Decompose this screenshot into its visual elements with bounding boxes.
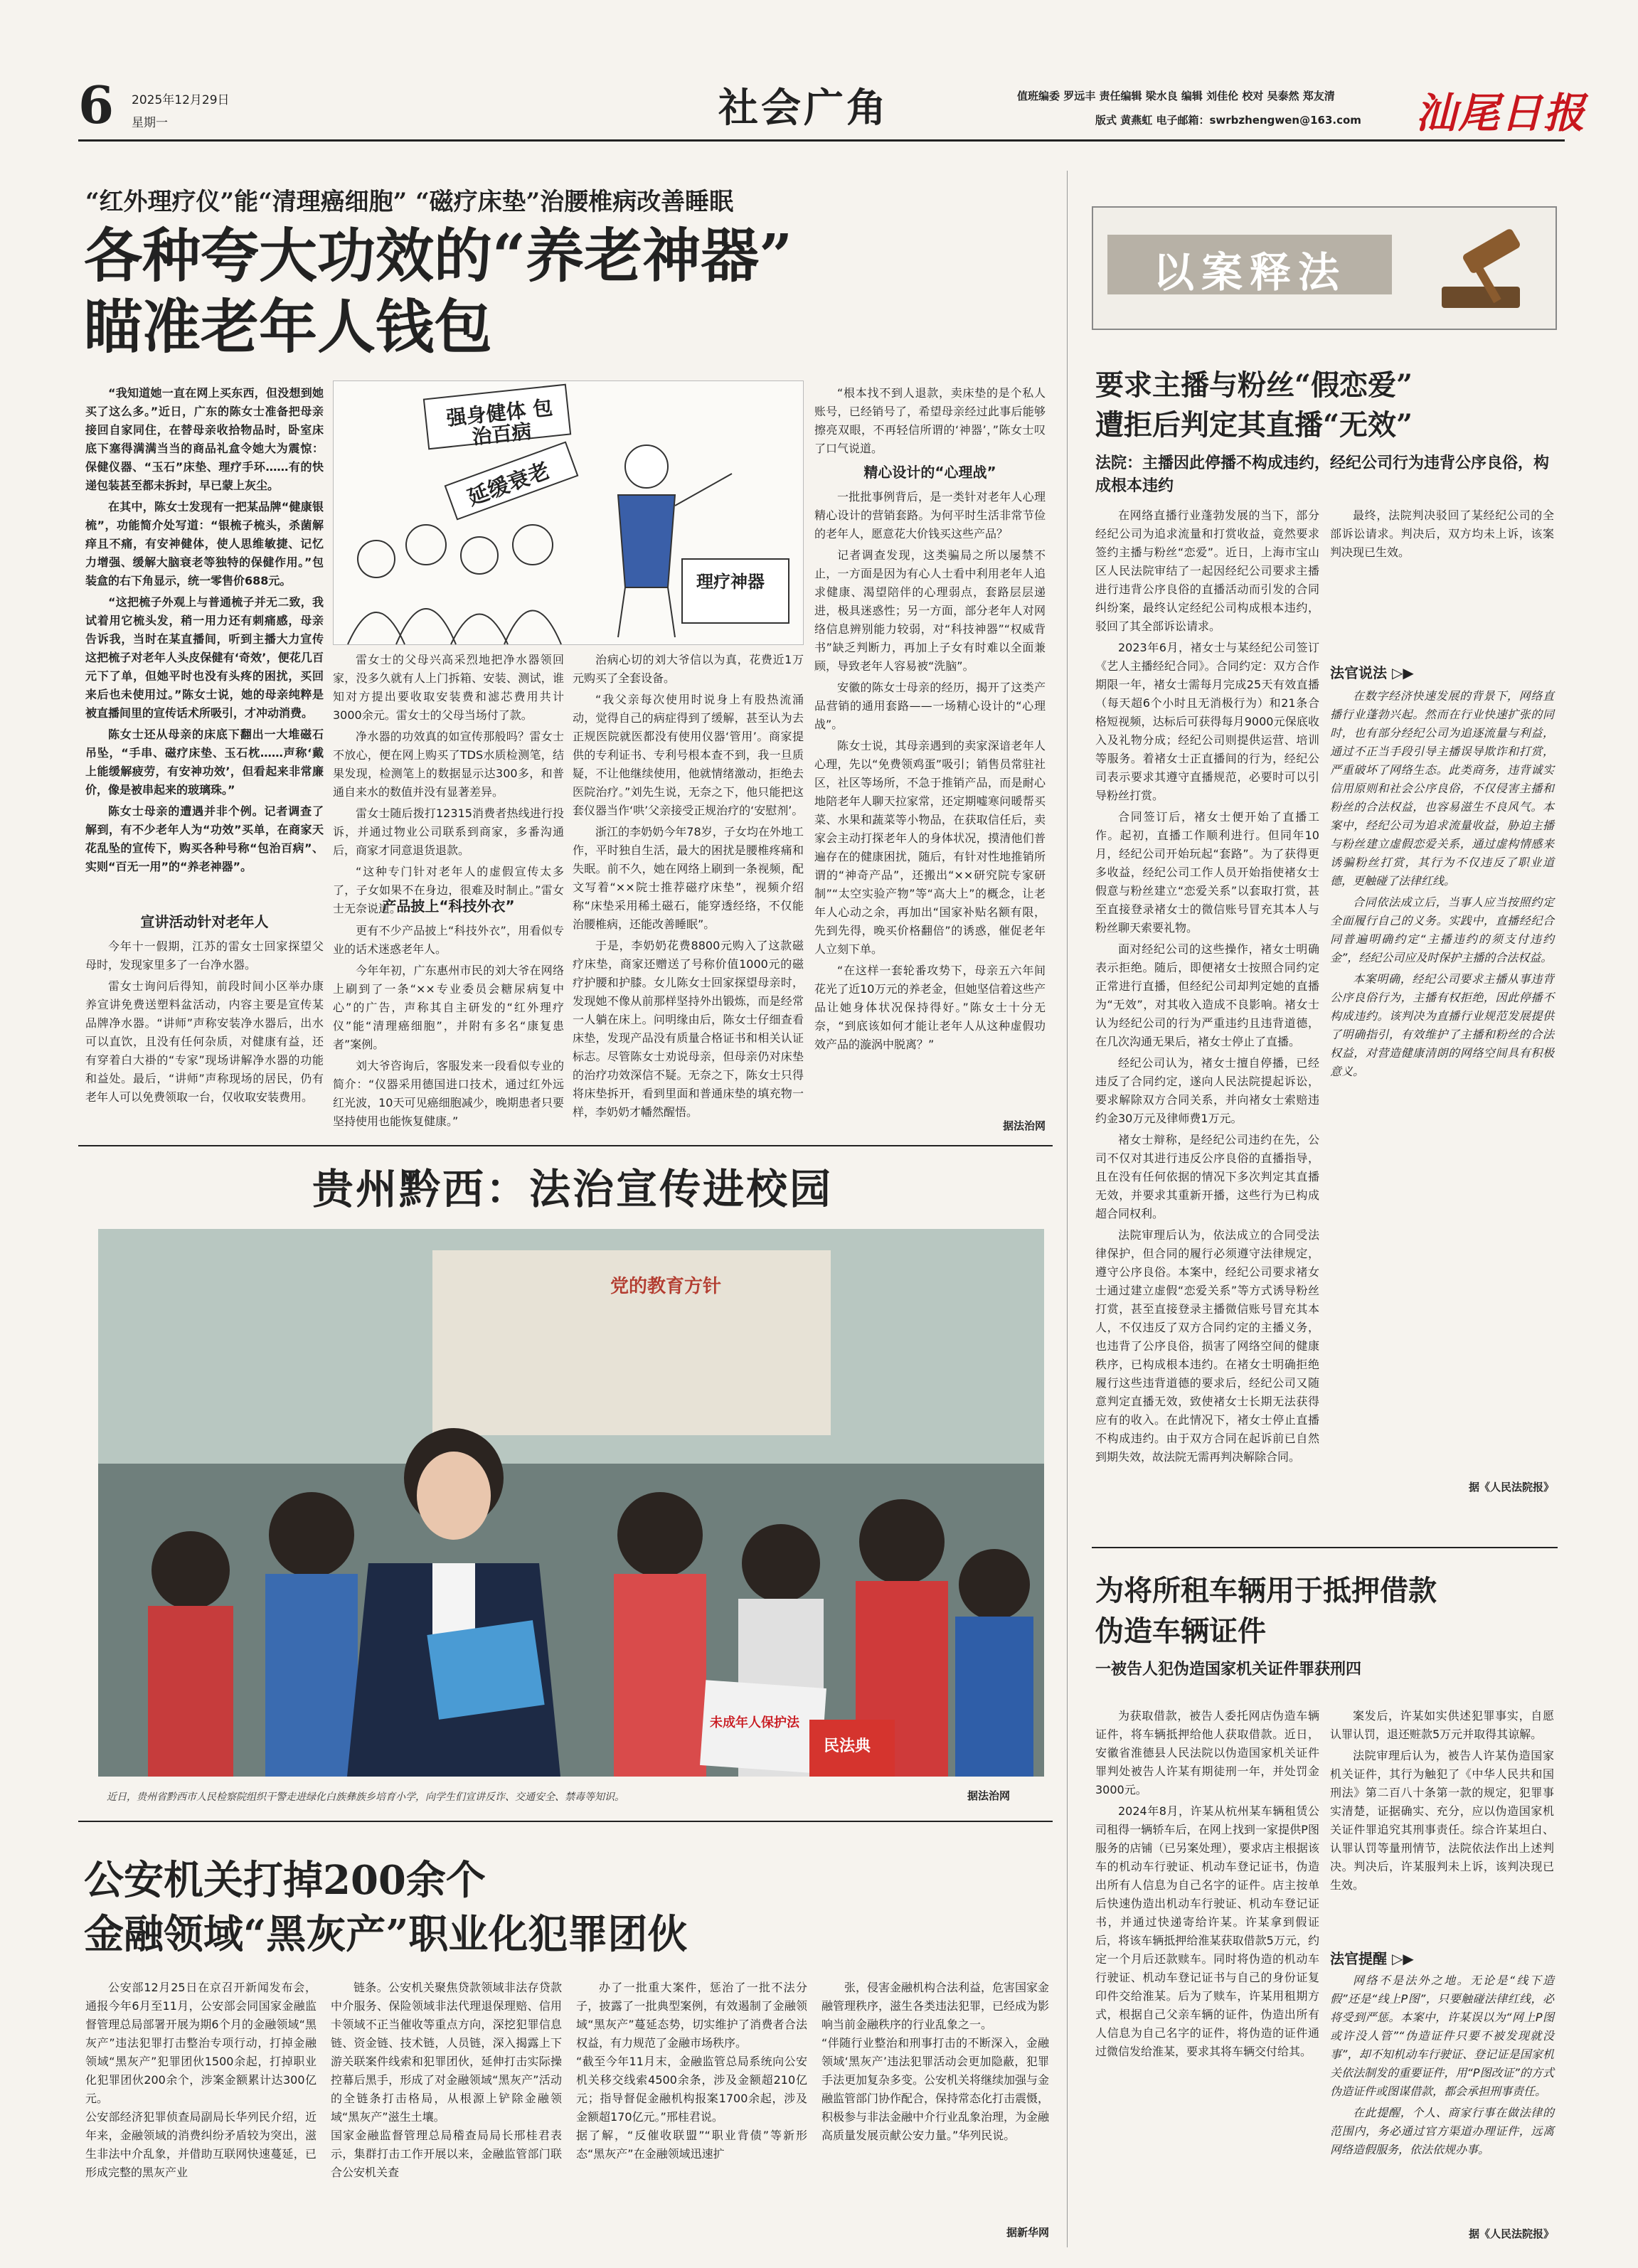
paragraph: 雷女士随后拨打12315消费者热线进行投诉，并通过物业公司联系到商家，多番沟通后，商家才同意退货退款。	[333, 806, 564, 857]
cartoon-illustration	[333, 380, 804, 645]
sidebar-banner-text: 以案释法	[1152, 248, 1346, 297]
case1-credit: 据《人民法院报》	[1468, 1481, 1554, 1494]
paragraph: 净水器的功效真的如宣传那般吗？雷女士不放心，便在网上购买了TDS水质检测笔，结果发现，检测笔上的数据显示达300多，和普通自来水的数值并没有显著差异。	[333, 730, 564, 799]
sub-heading-2: 产品披上“科技外衣”	[382, 898, 515, 915]
case2-comment-label	[1330, 1947, 1414, 1968]
case2-col2	[1330, 1707, 1554, 1942]
cartoon-device-label: 理疗神器	[696, 571, 765, 592]
case1-comment	[1330, 687, 1554, 1455]
main-article-col4b	[814, 488, 1046, 1114]
main-article-col3	[573, 651, 804, 1141]
sub-heading-1: 宣讲活动针对老年人	[140, 913, 269, 930]
paragraph: 在此提醒，个人、商家行事在做法律的范围内，务必通过官方渠道办理证件，远离网络造假服务，依法依规办事。	[1330, 2106, 1554, 2156]
comment-label-text: 法官说法	[1330, 664, 1387, 681]
paragraph: 安徽的陈女士母亲的经历，揭开了这类产品营销的通用套路——一场精心设计的“心理战”。	[814, 681, 1046, 731]
photo-credit: 据法治网	[967, 1789, 1011, 1802]
photo-book-cover: 民法典	[824, 1737, 871, 1755]
paragraph: 法院审理后认为，被告人许某伪造国家机关证件，其行为触犯了《中华人民共和国刑法》第二百八十条第一款的规定，犯罪事实清楚，证据确实、充分，应以伪造国家机关证件罪追究其刑事责任。综合许某坦白、认罪认罚等量刑情节，法院依法作出上述判决。判决后，许某服判未上诉，该判决现已生效。	[1330, 1749, 1554, 1892]
sidebar-banner-frame	[1092, 206, 1557, 330]
main-article-col1	[85, 384, 324, 893]
photo-caption: 近日，贵州省黔西市人民检察院组织干警走进绿化白族彝族乡培育小学，向学生们宣讲反诈、交通安全、禁毒等知识。	[107, 1791, 624, 1803]
paragraph: “我父亲每次使用时说身上有股热流涌动，觉得自己的病症得到了缓解，甚至认为去正规医院就医都没有使用仪器‘管用’。商家提供的专利证书、专利号根本查不到，我一旦质疑，不让他继续使用，他就情绪激动，拒绝去医院治疗。”刘先生说，无奈之下，他只能把这套仪器当作‘哄’父亲接受正规治疗的‘安慰剂’。	[573, 693, 804, 817]
staff-line-2: 版式 黄燕虹 电子邮箱：swrbzhengwen@163.com	[1095, 114, 1361, 127]
newspaper-logo: 汕尾日报	[1415, 89, 1587, 137]
main-kicker: “红外理疗仪”能“清理癌细胞” “磁疗床垫”治腰椎病改善睡眠	[85, 188, 734, 216]
paragraph: 于是，李奶奶花费8800元购入了这款磁疗床垫，商家还赠送了号称价值1000元的磁疗护腰和护膝。女儿陈女士回家探望母亲时，发现她不像从前那样坚持外出锻炼，而是经常一人躺在床上。问明缘由后，陈女士仔细查看床垫，发现产品没有质量合格证书和相关认证标志。尽管陈女士劝说母亲，但母亲仍对床垫的治疗功效深信不疑。无奈之下，陈女士只得将床垫拆开，看到里面和普通床垫的填充物一样，李奶奶才幡然醒悟。	[573, 939, 804, 1119]
case-divider-rule	[1092, 1547, 1558, 1548]
elderly-crowd	[348, 525, 561, 644]
sidebar-divider	[1067, 171, 1068, 2247]
bottom-article-col4: 张，侵害金融机构合法利益，危害国家金融管理秩序，滋生各类违法犯罪，已经成为影响当前金融秩序的行业乱象之一。 “伴随行业整治和刑事打击的不断深入，金融领域‘黑灰产’违法犯罪活动会更加隐蔽，犯罪手法更加复杂多变。公安机关将继续加强与金融监管部门协作配合，保持常态化打击震慑，积极参与非法金融中介行业乱象治理，为金融高质量发展贡献公安力量。”华列民说。	[821, 1981, 1050, 2142]
paragraph: 为获取借款，被告人委托网店伪造车辆证件，将车辆抵押给他人获取借款。近日，安徽省淮德县人民法院以伪造国家机关证件罪判处被告人许某有期徒刑一年，并处罚金3000元。	[1095, 1709, 1319, 1796]
case1-title-line1: 要求主播与粉丝“假恋爱”	[1095, 368, 1413, 402]
paragraph: “在这样一套轮番攻势下，母亲五六年间花光了近10万元的养老金，但她坚信着这些产品让她身体状况保持得好。”陈女士十分无奈，“到底该如何才能让老年人从这种虚假功效产品的漩涡中脱离？”	[814, 964, 1046, 1051]
page-number: 6	[78, 75, 115, 135]
paragraph: 陈女士还从母亲的床底下翻出一大堆磁石吊坠，“手串、磁疗床垫、玉石枕……声称‘戴上能缓解疲劳，有安神功效’，但看起来非常廉价，像是被串起来的玻璃珠。”	[85, 728, 324, 797]
paragraph: 浙江的李奶奶今年78岁，子女均在外地工作，平时独自生活，最大的困扰是腰椎疼痛和失眠。前不久，她在网络上刷到一条视频，配文写着“××院士推荐磁疗床垫”，视频介绍称“床垫采用稀土磁石，能穿透经络，不仅能治腰椎病，还能改善睡眠”。	[573, 825, 804, 931]
school-photo-drawing	[98, 1229, 1044, 1777]
paragraph: 一批批事例背后，是一类针对老年人心理精心设计的营销套路。为何平时生活非常节俭的老年人，愿意花大价钱买这些产品？	[814, 490, 1046, 541]
comment-label-text: 法官提醒	[1330, 1950, 1387, 1967]
sub-heading-3: 精心设计的“心理战”	[863, 464, 996, 481]
case2-col1	[1095, 1707, 1319, 2247]
photo-story-title: 贵州黔西：法治宣传进校园	[312, 1165, 833, 1213]
main-article-col2b	[333, 922, 564, 1142]
bottom-article-col2: 链条。公安机关聚焦贷款领域非法存贷款中介服务、保险领域非法代理退保理赔、信用卡领域不正当催收等重点方向，深挖犯罪信息链、资金链、技术链，人员链，深入揭露上下游关联案件线索和犯罪团伙，延伸打击实际操控幕后黑手，形成了对金融领域“黑灰产”活动的全链条打击格局，从根源上铲除金融领域“黑灰产”滋生土壤。 国家金融监督管理总局稽查局局长邢桂君表示，集群打击工作开展以来，金融监管部门联合公安机关查	[331, 1981, 562, 2179]
paragraph: “我知道她一直在网上买东西，但没想到她买了这么多。”近日，广东的陈女士准备把母亲接回自家同住，在替母亲收拾物品时，卧室床底下塞得满满当当的商品礼盒令她大为震惊：保健仪器、“玉石”床垫、理疗手环……有的快递包装甚至都未拆封，早已蒙上灰尘。	[85, 386, 324, 492]
paragraph: 经纪公司认为，褚女士擅自停播，已经违反了合同约定，遂向人民法院提起诉讼，要求解除双方合同关系，并向褚女士索赔违约金30万元及律师费1万元。	[1095, 1056, 1319, 1125]
main-article-credit: 据法治网	[1002, 1119, 1046, 1132]
cartoon-banner-text: 强身健体 包治百病	[445, 395, 554, 449]
paragraph: “这把梳子外观上与普通梳子并无二致，我试着用它梳头发，稍一用力还有刺痛感，母亲告诉我，当时在某直播间，听到主播大力宣传这把梳子对老年人头皮保健有‘奇效’，便花几百元下了单，但她平时也没有头疼的困扰，买回来后也未使用过。”陈女士说，她的母亲纯粹是被直播间里的宣传话术所吸引，才冲动消费。	[85, 595, 324, 720]
paragraph: 治病心切的刘大爷信以为真，花费近1万元购买了全套设备。	[573, 653, 804, 685]
paragraph: 2023年6月，褚女士与某经纪公司签订《艺人主播经纪合同》。合同约定：双方合作期限一年，褚女士需每月完成25天有效直播（每天超6个小时且无消极行为）和21条合格短视频，达标后可获得每月9000元保底收入及礼物分成；经纪公司则提供运营、培训等服务。着褚女士正直播间的行为，经纪公司表示要求其遵守直播规范，必要时可以引导粉丝打赏。	[1095, 641, 1319, 802]
section-title: 社会广角	[718, 85, 889, 132]
main-title-line2: 瞄准老年人钱包	[84, 293, 493, 361]
bottom-article-credit: 据新华网	[1006, 2226, 1049, 2239]
paragraph: “这种专门针对老年人的虚假宣传太多了，子女如果不在身边，很难及时制止。”雷女士无奈说道。	[333, 865, 564, 915]
paragraph: 陈女士母亲的遭遇并非个例。记者调查了解到，有不少老年人为“功效”买单，在商家天花乱坠的宣传下，购买各种号称“包治百病”、实则“百无一用”的“养老神器”。	[85, 804, 324, 873]
main-article-col4	[814, 384, 1046, 455]
paragraph: 更有不少产品披上“科技外衣”，用看似专业的话术迷惑老年人。	[333, 924, 564, 956]
paragraph: 今年十一假期，江苏的雷女士回家探望父母时，发现家里多了一台净水器。	[85, 939, 324, 971]
bottom-article-col1: 公安部12月25日在京召开新闻发布会，通报今年6月至11月，公安部会同国家金融监督管理总局部署开展为期6个月的金融领域“黑灰产”违法犯罪打击整治专项行动，打掉金融领域“黑灰产”犯罪团伙1500余起，打掉职业化犯罪团伙200余个，涉案金额累计达300亿元。 公安部经济犯罪侦查局副局长华列民介绍，近年来，金融领域的消费纠纷矛盾较为突出，滋生非法中介乱象，并借助互联网快速蔓延，已形成完整的黑灰产业	[85, 1981, 317, 2179]
issue-date: 2025年12月29日	[132, 93, 230, 107]
photo-bottom-rule	[78, 1821, 1053, 1822]
main-article-col1b	[85, 937, 324, 1144]
paragraph: 今年年初，广东惠州市民的刘大爷在网络上刷到了一条“××专业委员会糖尿病复中心”的广告，声称其自主研发的“红外理疗仪”能“清理癌细胞”，并附有多名“康复患者”案例。	[333, 964, 564, 1051]
gavel-icon	[1427, 219, 1534, 319]
photo-board-text: 党的教育方针	[610, 1276, 722, 1297]
case2-title-line1: 为将所租车辆用于抵押借款	[1095, 1574, 1437, 1607]
header-rule	[78, 139, 1565, 142]
arrow-icon: ▷▶	[1391, 1950, 1414, 1967]
case2-credit: 据《人民法院报》	[1468, 2227, 1554, 2240]
staff-line-1: 值班编委 罗远丰 责任编辑 梁水良 编辑 刘佳伦 校对 吴泰然 郑友清	[1017, 90, 1335, 102]
paragraph: 最终，法院判决驳回了某经纪公司的全部诉讼请求。判决后，双方均未上诉，该案判决现已生效。	[1330, 509, 1554, 559]
case1-col2	[1330, 506, 1554, 656]
paragraph: 2024年8月，许某从杭州某车辆租赁公司租得一辆轿车后，在网上找到一家提供P图服务的店铺（已另案处理），要求店主根据该车的机动车行驶证、机动车登记证书，伪造出所有人信息为自己名字的证件。店主按单后快速伪造出机动车行驶证、机动车登记证书，并通过快递寄给许某。许某拿到假证后，将该车辆抵押给淮某获取借款5万元，约定一个月后还款赎车。同时将伪造的机动车行驶证、机动车登记证书与自己的身份证复印件交给淮某。后为了赎车，许某用租期方式，根据自己父亲车辆的证件，伪造出所有人信息为自己名字的证件，将伪造的证件通过微信发给淮某，要求其将车辆交付给其。	[1095, 1804, 1319, 2058]
issue-weekday: 星期一	[132, 116, 168, 130]
main-article-bottom-rule	[78, 1145, 1053, 1146]
bottom-article-col3: 办了一批重大案件，惩治了一批不法分子，披露了一批典型案例，有效遏制了金融领域“黑灰产”蔓延态势，切实维护了消费者合法权益，有力规范了金融市场秩序。 “截至今年11月末，金融监管总局系统向公安机关移交线索4500余条，涉及金额超210亿元；指导督促金融机构报案1700余起，涉及金额超170亿元。”邢桂君说。 据了解，“反催收联盟”“职业背债”等新形态“黑灰产”在金融领域迅速扩	[576, 1981, 807, 2161]
paragraph: 在其中，陈女士发现有一把某品牌“健康银梳”，功能简介处写道：“银梳子梳头，杀菌解痒且不痛，有安神健体，使人思维敏捷、记忆力增强、缓解大脑衰老等独特的保健作用。”包装盒的右下角显示，统一零售价688元。	[85, 500, 324, 587]
arrow-icon: ▷▶	[1391, 664, 1414, 681]
case1-comment-label	[1330, 661, 1414, 682]
paragraph: 记者调查发现，这类骗局之所以屡禁不止，一方面是因为有心人士看中利用老年人追求健康、渴望陪伴的心理弱点，套路层层递进，极具迷惑性；另一方面，部分老年人对网络信息辨别能力较弱，对“科技神器”“权威背书”缺乏判断力，再加上子女有时难以全面兼顾，导致老年人容易被“洗脑”。	[814, 548, 1046, 673]
paragraph: 雷女士的父母兴高采烈地把净水器领回家，没多久就有人上门拆箱、安装、测试，谁知对方提出要收取安装费和滤芯费用共计3000余元。雷女士的父母当场付了款。	[333, 653, 564, 722]
cartoon-sign-text: 延缓衰老	[464, 458, 553, 511]
school-photo	[98, 1229, 1044, 1777]
bottom-title-line2: 金融领域“黑灰产”职业化犯罪团伙	[84, 1911, 688, 1958]
case2-subtitle: 一被告人犯伪造国家机关证件罪获刑四	[1095, 1661, 1362, 1678]
paragraph: 面对经纪公司的这些操作，褚女士明确表示拒绝。随后，即便褚女士按照合同约定正常进行直播，但经纪公司却判定她的直播为“无效”，对其收入造成不良影响。褚女士认为经纪公司的行为严重违约且违背道德，在几次沟通无果后，褚女士停止了直播。	[1095, 942, 1319, 1048]
paragraph: 褚女士辩称，是经纪公司违约在先，公司不仅对其进行违反公序良俗的直播指导，且在没有任何依据的情况下多次判定其直播无效，并要求其重新开播，这些行为已构成超合同权利。	[1095, 1133, 1319, 1220]
case1-subtitle: 法院：主播因此停播不构成违约，经纪公司行为违背公序良俗，构成根本违约	[1095, 454, 1550, 495]
photo-book-title: 未成年人保护法	[710, 1715, 799, 1730]
paragraph: 刘大爷咨询后，客服发来一段看似专业的简介：“仪器采用德国进口技术，通过红外远红光波，10天可见癌细胞减少，晚期患者只要坚持使用也能恢复健康。”	[333, 1059, 564, 1128]
bottom-title-line1: 公安机关打掉200余个	[84, 1857, 486, 1904]
paragraph: 本案明确，经纪公司要求主播从事违背公序良俗行为，主播有权拒绝，因此停播不构成违约。该判决为直播行业规范发展提供了明确指引，有效维护了主播和粉丝的合法权益，对营造健康清朗的网络空间具有积极意义。	[1330, 972, 1554, 1078]
case2-title-line2: 伪造车辆证件	[1095, 1614, 1266, 1648]
paragraph: 合同签订后，褚女士便开始了直播工作。起初，直播工作顺利进行。但同年10月，经纪公司开始玩起“套路”。为了获得更多收益，经纪公司工作人员开始指使褚女士假意与粉丝建立“恋爱关系”以套取打赏，甚至直接登录褚女士的微信账号冒充其本人与粉丝聊天索要礼物。	[1095, 810, 1319, 935]
paragraph: 在网络直播行业蓬勃发展的当下，部分经纪公司为追求流量和打赏收益，竟然要求签约主播与粉丝“恋爱”。近日，上海市宝山区人民法院审结了一起因经纪公司要求主播进行违背公序良俗的直播活动而引发的合同纠纷案，最终认定经纪公司构成根本违约，驳回了其全部诉讼请求。	[1095, 509, 1319, 633]
paragraph: 网络不是法外之地。无论是“线下造假”还是“线上P图”，只要触碰法律红线，必将受到严惩。本案中，许某误以为“网上P图或许没人管”“伪造证件只要不被发现就没事”，却不知机动车行驶证、登记证是国家机关依法制发的重要证件，用“P图改证”的方式伪造证件或图谋借款，都会承担刑事责任。	[1330, 1974, 1554, 2098]
cartoon-drawing	[334, 381, 803, 644]
paragraph: 雷女士询问后得知，前段时间小区举办康养宣讲免费送塑料盆活动，内容主要是宣传某品牌净水器。“讲师”声称安装净水器后，出水可以直饮，且没有任何杂质，对健康有益，还有穿着白大褂的“专家”现场讲解净水器的功能和益处。最后，“讲师”声称现场的居民，仍有老年人可以免费领取一台，仅收取安装费用。	[85, 979, 324, 1104]
paragraph: “根本找不到人退款，卖床垫的是个私人账号，已经销号了，希望母亲经过此事后能够擦亮双眼，不再轻信所谓的‘神器’，”陈女士叹了口气说道。	[814, 386, 1046, 455]
paragraph: 在数字经济快速发展的背景下，网络直播行业蓬勃兴起。然而在行业快速扩张的同时，也有部分经纪公司为追逐流量与利益，通过不正当手段引导主播误导欺诈和打赏，严重破坏了网络生态。此类商务，违背诚实信用原则和社会公序良俗，不仅侵害主播和粉丝的合法权益，也容易滋生不良风气。本案中，经纪公司为追求流量收益，胁迫主播与粉丝建立虚假恋爱关系，通过虚构情感来诱骗粉丝打赏，其行为不仅违反了职业道德，更触碰了法律红线。	[1330, 689, 1554, 888]
case1-title-line2: 遭拒后判定其直播“无效”	[1095, 408, 1413, 442]
paragraph: 陈女士说，其母亲遇到的卖家深谙老年人心理，先以“免费领鸡蛋”吸引；销售员常驻社区，社区等场所，不急于推销产品，而是耐心地陪老年人聊天拉家常，还定期嘘寒问暖帮买菜、水果和蔬菜等小物品，在获取信任后，卖家会主动打探老年人的身体状况，摸清他们普遍存在的健康困扰，随后，有针对性地推销所谓的“神奇产品”，还搬出“××研究院专家研制”“太空实验产物”等“高大上”的概念，让老年人心动之余，再加出“国家补贴名额有限，先到先得，晚买价格翻倍”的诱惑，催促老年人立刻下单。	[814, 739, 1046, 956]
paragraph: 案发后，许某如实供述犯罪事实，自愿认罪认罚，退还赃款5万元并取得其谅解。	[1330, 1709, 1554, 1741]
paragraph: 法院审理后认为，依法成立的合同受法律保护，但合同的履行必须遵守法律规定，遵守公序良俗。本案中，经纪公司要求褚女士通过建立虚假“恋爱关系”等方式诱导粉丝打赏，甚至直接登录主播微信账号冒充其本人，不仅违反了双方合同约定的主播义务，也违背了公序良俗，损害了网络空间的健康秩序，已构成根本违约。在褚女士明确拒绝履行这些违背道德的要求后，经纪公司又随意判定直播无效，致使褚女士长期无法获得应有的收入。在此情况下，褚女士停止直播不构成违约。由于双方合同在起诉前已自然到期失效，故法院无需再判决解除合同。	[1095, 1228, 1319, 1464]
main-title-line1: 各种夸大功效的“养老神器”	[84, 222, 793, 290]
paragraph: 合同依法成立后，当事人应当按照约定全面履行自己的义务。实践中，直播经纪合同普遍明确约定“主播违约的须支付违约金”，经纪公司应及时保护主播的合法权益。	[1330, 895, 1554, 964]
case2-comment	[1330, 1971, 1554, 2220]
